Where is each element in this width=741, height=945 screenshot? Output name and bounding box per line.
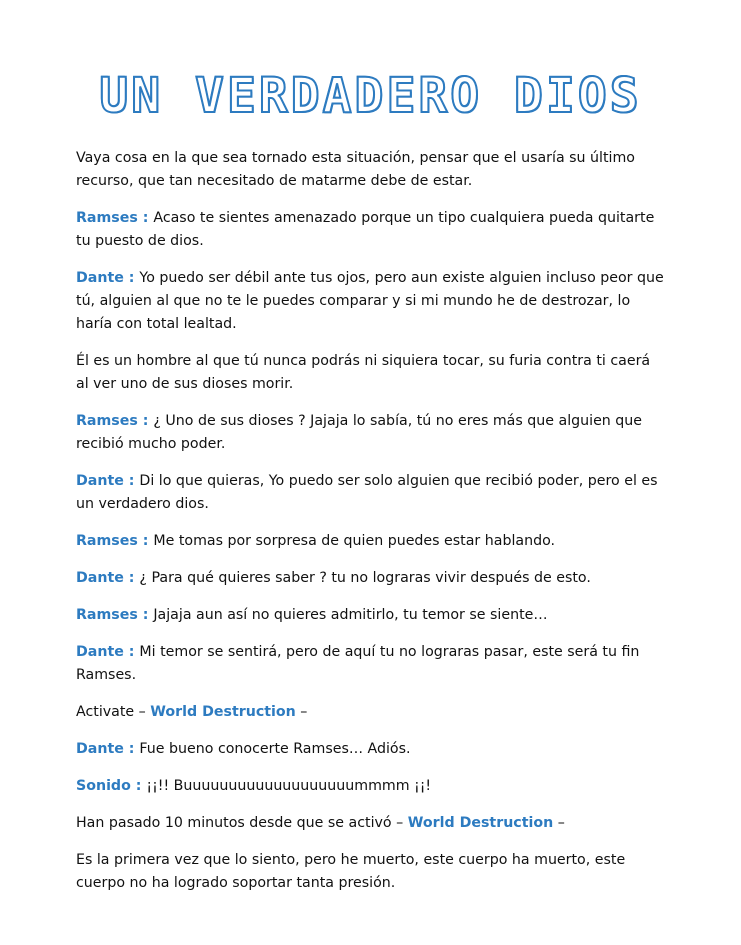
activation-suffix: – — [553, 815, 565, 831]
paragraph-text: Vaya cosa en la que sea tornado esta situación, pensar que el usaría su último recurso, que tan necesitado de matarme debe de estar. — [76, 150, 635, 189]
dialogue-line — [76, 410, 666, 456]
dialogue-text: Jajaja aun así no quieres admitirlo, tu temor se siente… — [153, 607, 548, 623]
ability-name: World Destruction — [150, 704, 296, 720]
activation-line — [76, 812, 666, 835]
dialogue-text: Acaso te sientes amenazado porque un tipo cualquiera pueda quitarte tu puesto de dios. — [76, 210, 655, 249]
speaker-name: Ramses — [76, 210, 138, 226]
dialogue-line — [76, 530, 666, 553]
dialogue-text: Mi temor se sentirá, pero de aquí tu no lograras pasar, este será tu fin Ramses. — [76, 644, 640, 683]
speaker-name: Ramses — [76, 607, 138, 623]
narration-paragraph — [76, 350, 666, 396]
sound-line — [76, 775, 666, 798]
speaker-name: Sonido — [76, 778, 131, 794]
speaker-separator: : — [137, 607, 154, 623]
dialogue-text: ¿ Uno de sus dioses ? Jajaja lo sabía, tú no eres más que alguien que recibió mucho poder. — [76, 413, 643, 452]
speaker-separator: : — [137, 533, 154, 549]
dialogue-line — [76, 604, 666, 627]
speaker-separator: : — [130, 778, 147, 794]
speaker-name: Dante — [76, 473, 124, 489]
paragraph-text: Es la primera vez que lo siento, pero he muerto, este cuerpo ha muerto, este cuerpo no ha logrado soportar tanta presión. — [76, 852, 626, 891]
speaker-name: Dante — [76, 644, 124, 660]
ability-name: World Destruction — [407, 815, 554, 831]
dialogue-line — [76, 267, 666, 336]
speaker-separator: : — [123, 473, 140, 489]
speaker-separator: : — [123, 741, 140, 757]
narration-paragraph — [76, 849, 666, 895]
dialogue-line — [76, 470, 666, 516]
speaker-separator: : — [137, 413, 154, 429]
speaker-separator: : — [123, 270, 140, 286]
speaker-separator: : — [123, 644, 140, 660]
activation-prefix: Han pasado 10 minutos desde que se activó – — [76, 815, 408, 831]
dialogue-line — [76, 641, 666, 687]
activation-suffix: – — [295, 704, 308, 720]
dialogue-line — [76, 738, 666, 761]
speaker-separator: : — [137, 210, 154, 226]
speaker-name: Ramses — [76, 413, 138, 429]
dialogue-line — [76, 207, 666, 253]
activation-line — [76, 701, 666, 724]
activation-prefix: Activate – — [76, 704, 151, 720]
dialogue-text: ¿ Para qué quieres saber ? tu no lograras vivir después de esto. — [139, 570, 591, 586]
paragraph-text: Él es un hombre al que tú nunca podrás ni siquiera tocar, su furia contra ti caerá al ver uno de sus dioses morir. — [76, 353, 651, 392]
speaker-name: Dante — [76, 270, 124, 286]
narration-paragraph — [76, 147, 666, 193]
dialogue-text: Di lo que quieras, Yo puedo ser solo alguien que recibió poder, pero el es un verdadero dios. — [76, 473, 658, 512]
speaker-name: Ramses — [76, 533, 138, 549]
page-title: UN VERDADERO DIOS — [99, 68, 642, 124]
dialogue-text: Fue bueno conocerte Ramses… Adiós. — [139, 741, 411, 757]
speaker-separator: : — [123, 570, 140, 586]
dialogue-line — [76, 567, 666, 590]
dialogue-text: Yo puedo ser débil ante tus ojos, pero aun existe alguien incluso peor que tú, alguien al que no te le puedes comparar y si mi mundo he de destrozar, lo haría con total lealtad. — [76, 270, 664, 332]
document-body — [76, 147, 666, 909]
dialogue-text: ¡¡!! Buuuuuuuuuuuuuuuuuuummmm ¡¡! — [146, 778, 432, 794]
speaker-name: Dante — [76, 741, 124, 757]
dialogue-text: Me tomas por sorpresa de quien puedes estar hablando. — [153, 533, 556, 549]
speaker-name: Dante — [76, 570, 124, 586]
